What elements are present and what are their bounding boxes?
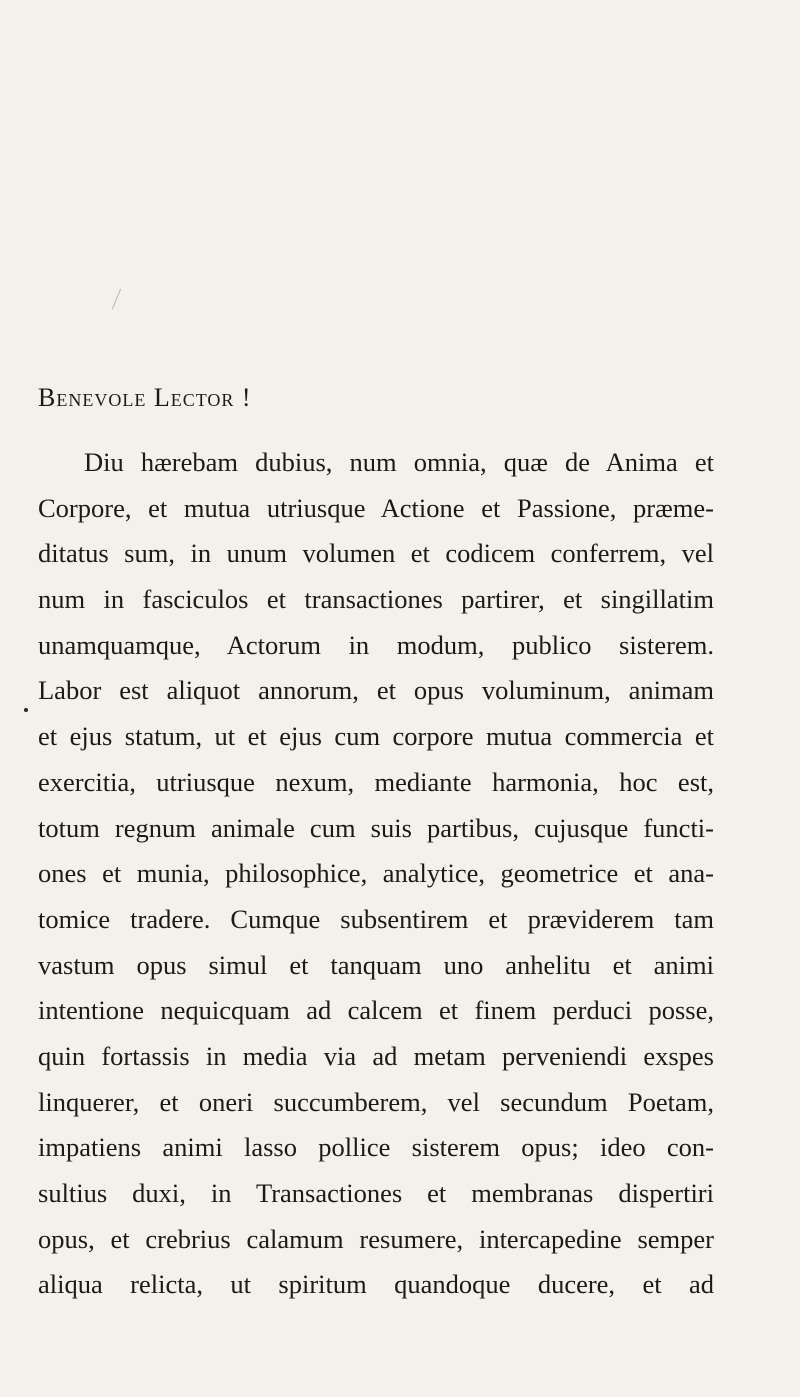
- text-line: totum regnum animale cum suis partibus, cujusque functi-: [38, 812, 714, 843]
- text-line: Labor est aliquot annorum, et opus voluminum, animam: [38, 675, 714, 706]
- text-line: Diu hærebam dubius, num omnia, quæ de Anima et: [84, 447, 714, 477]
- text-line: num in fasciculos et transactiones partirer, et singillatim: [38, 584, 714, 615]
- text-line: linquerer, et oneri succumberem, vel secundum Poetam,: [38, 1086, 714, 1117]
- text-line: sultius duxi, in Transactiones et membranas dispertiri: [38, 1178, 714, 1208]
- text-line: unamquamque, Actorum in modum, publico sisterem.: [38, 629, 714, 660]
- ink-stroke-mark: [112, 289, 121, 310]
- text-line: intentione nequicquam ad calcem et finem perduci posse,: [38, 995, 714, 1026]
- text-line: quin fortassis in media via ad metam perveniendi exspes: [38, 1040, 714, 1071]
- preface-paragraph: [38, 440, 714, 1308]
- text-line: ditatus sum, in unum volumen et codicem conferrem, vel: [38, 538, 714, 569]
- text-line: tomice tradere. Cumque subsentirem et præviderem tam: [38, 903, 714, 934]
- ink-speck-mark: [24, 708, 28, 712]
- salutation-heading: Benevole Lector !: [38, 383, 252, 412]
- text-line: aliqua relicta, ut spiritum quandoque ducere, et ad: [38, 1269, 714, 1300]
- text-line: impatiens animi lasso pollice sisterem opus; ideo con-: [38, 1132, 714, 1163]
- text-line: et ejus statum, ut et ejus cum corpore mutua commercia et: [38, 721, 714, 752]
- text-line: exercitia, utriusque nexum, mediante harmonia, hoc est,: [38, 766, 714, 797]
- text-line: ones et munia, philosophice, analytice, geometrice et ana-: [38, 858, 714, 889]
- text-line: Corpore, et mutua utriusque Actione et Passione, præme-: [38, 492, 714, 523]
- text-line: opus, et crebrius calamum resumere, intercapedine semper: [38, 1223, 714, 1254]
- text-line: vastum opus simul et tanquam uno anhelitu et animi: [38, 949, 714, 980]
